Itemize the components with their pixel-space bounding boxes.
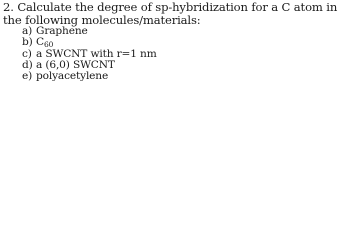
option-text: Graphene bbox=[36, 25, 88, 38]
option-text: a SWCNT with bbox=[36, 47, 117, 60]
option-letter: e) bbox=[22, 70, 33, 83]
option-letter: a) bbox=[22, 25, 33, 38]
option-subscript: 60 bbox=[43, 40, 54, 50]
option-letter: b) bbox=[22, 36, 33, 49]
question-text: Calculate the degree of sp-hybridization for a C atom in the following molecules/materials: bbox=[3, 0, 338, 27]
option-letter: c) bbox=[22, 47, 32, 60]
option-text: polyacetylene bbox=[36, 70, 109, 83]
option-a bbox=[22, 26, 348, 37]
option-text: a (6,0) SWCNT bbox=[36, 59, 115, 72]
answer-options-list bbox=[3, 26, 348, 82]
option-e bbox=[22, 71, 348, 82]
option-text: C bbox=[36, 36, 44, 49]
option-letter: d) bbox=[22, 59, 33, 72]
question-number: 2. bbox=[3, 0, 14, 14]
question-prompt bbox=[3, 1, 348, 26]
question-block bbox=[3, 1, 348, 83]
option-radius-value: r=1 nm bbox=[116, 47, 157, 60]
